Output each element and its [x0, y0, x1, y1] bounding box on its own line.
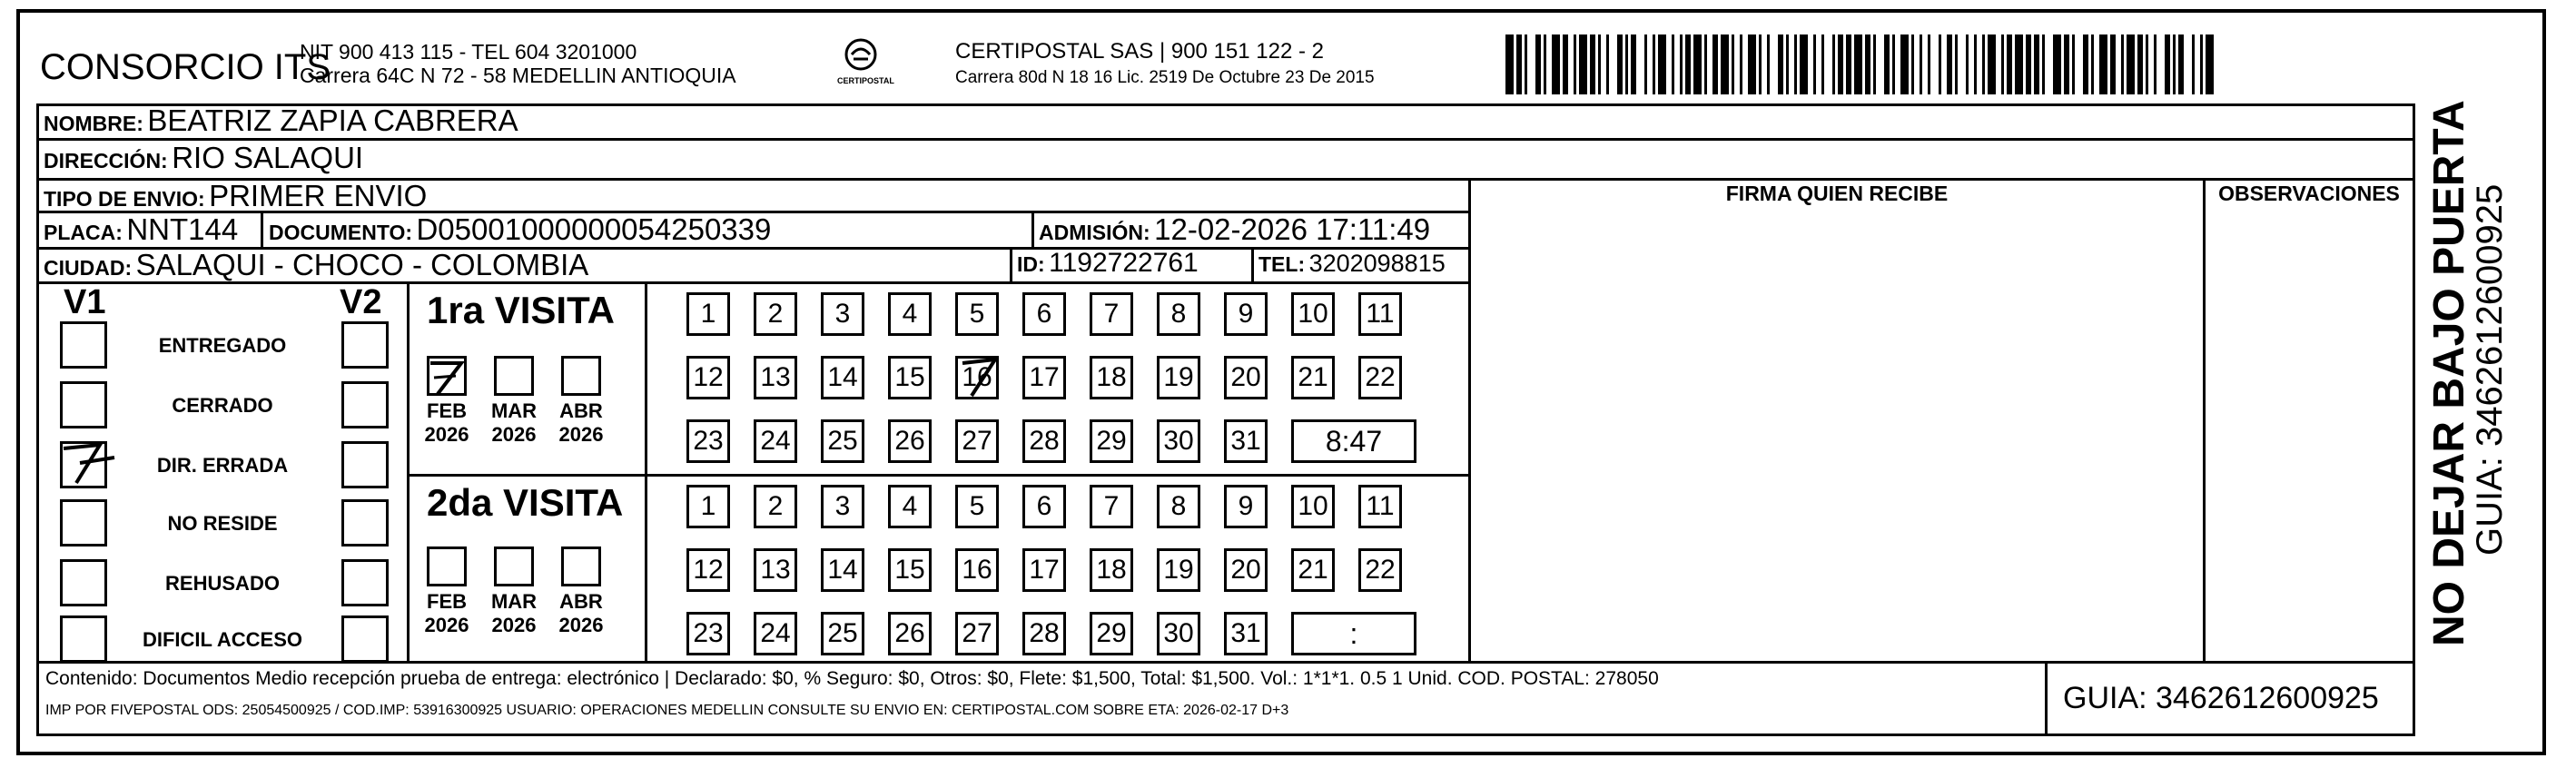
- first-visit-day-box[interactable]: 27: [955, 419, 999, 463]
- v2-checkbox-entregado[interactable]: [341, 321, 389, 369]
- v1-dir-errada-mark: [58, 436, 122, 490]
- admision-cell: [1039, 212, 1430, 247]
- v2-checkbox-rehusado[interactable]: [341, 559, 389, 606]
- v1-checkbox-entregado[interactable]: [60, 321, 107, 369]
- side-guia: GUIA: 3462612600925: [2470, 183, 2510, 556]
- status-label-cerrado: CERRADO: [172, 394, 273, 417]
- ciudad-label: CIUDAD:: [44, 256, 133, 280]
- address-line: Carrera 64C N 72 - 58 MEDELLIN ANTIOQUIA: [300, 64, 736, 87]
- second-visit-day-box[interactable]: 4: [888, 485, 932, 528]
- id-label: ID:: [1017, 252, 1045, 276]
- second-visit-mar-label: MAR: [490, 590, 538, 613]
- status-label-no-reside: NO RESIDE: [167, 512, 278, 535]
- second-visit-day-box[interactable]: 9: [1224, 485, 1268, 528]
- status-label-entregado: ENTREGADO: [158, 334, 287, 357]
- status-visit-separator: [407, 281, 410, 663]
- second-visit-day-box[interactable]: 24: [754, 612, 797, 655]
- status-label-dificil-acceso: DIFICIL ACCESO: [142, 628, 302, 651]
- first-visit-day-box[interactable]: 15: [888, 356, 932, 399]
- first-visit-day-box[interactable]: 22: [1358, 356, 1402, 399]
- status-label-dir-errada: DIR. ERRADA: [156, 454, 289, 477]
- tipo-label: TIPO DE ENVIO:: [44, 187, 205, 211]
- first-visit-day-box[interactable]: 16: [955, 356, 999, 399]
- first-visit-day-box[interactable]: 6: [1022, 292, 1066, 336]
- documento-cell: [269, 212, 771, 247]
- first-visit-day-box[interactable]: 25: [821, 419, 864, 463]
- first-visit-day-box[interactable]: 17: [1022, 356, 1066, 399]
- v2-checkbox-dificil-acceso[interactable]: [341, 615, 389, 663]
- first-visit-day-box[interactable]: 14: [821, 356, 864, 399]
- second-visit-title: 2da VISITA: [427, 481, 624, 524]
- v1-checkbox-rehusado[interactable]: [60, 559, 107, 606]
- footer-imp-line: IMP POR FIVEPOSTAL ODS: 25054500925 / COD.IMP: 53916300925 USUARIO: OPERACIONES MEDELLIN CONSULTE SU ENVIO EN: CERTIPOSTAL.COM SOBRE ETA: 2026-02-17 D+3: [45, 703, 1289, 718]
- second-visit-day-box[interactable]: 26: [888, 612, 932, 655]
- second-visit-day-box[interactable]: 20: [1224, 548, 1268, 592]
- first-visit-time-box[interactable]: 8:47: [1291, 419, 1416, 463]
- first-visit-day-box[interactable]: 9: [1224, 292, 1268, 336]
- second-visit-day-box[interactable]: 13: [754, 548, 797, 592]
- documento-value: D05001000000054250339: [416, 212, 772, 246]
- first-visit-mar-label: MAR: [490, 399, 538, 422]
- signature-area[interactable]: [1471, 212, 2203, 661]
- barcode: [1505, 34, 2225, 94]
- grid-left-line: [36, 103, 39, 663]
- first-visit-day-box[interactable]: 7: [1090, 292, 1133, 336]
- second-visit-day-box[interactable]: 8: [1157, 485, 1200, 528]
- placa-value: NNT144: [126, 212, 239, 246]
- second-visit-mar-year: 2026: [491, 614, 537, 636]
- observations-area[interactable]: [2206, 212, 2413, 661]
- ciudad-cell: [44, 248, 588, 282]
- first-visit-day-box[interactable]: 4: [888, 292, 932, 336]
- first-visit-mar-checkbox[interactable]: [494, 356, 534, 396]
- second-visit-day-box[interactable]: 10: [1291, 485, 1335, 528]
- second-visit-day-box[interactable]: 16: [955, 548, 999, 592]
- first-visit-day-box[interactable]: 8: [1157, 292, 1200, 336]
- first-visit-day-box[interactable]: 1: [686, 292, 730, 336]
- nombre-label: NOMBRE:: [44, 112, 143, 135]
- side-notice: NO DEJAR BAJO PUERTA: [2425, 100, 2473, 646]
- second-visit-day-box[interactable]: 25: [821, 612, 864, 655]
- id-cell: [1017, 248, 1199, 279]
- second-visit-abr-year: 2026: [558, 614, 604, 636]
- first-visit-day-box[interactable]: 18: [1090, 356, 1133, 399]
- first-visit-day-box[interactable]: 19: [1157, 356, 1200, 399]
- first-visit-day-box[interactable]: 10: [1291, 292, 1335, 336]
- tipo-value: PRIMER ENVIO: [209, 179, 428, 212]
- day-16-mark: [953, 350, 1008, 401]
- v2-checkbox-no-reside[interactable]: [341, 499, 389, 546]
- v1-header: V1: [64, 283, 106, 321]
- second-visit-day-box[interactable]: 6: [1022, 485, 1066, 528]
- second-visit-day-box[interactable]: 1: [686, 485, 730, 528]
- second-visit-day-box[interactable]: 17: [1022, 548, 1066, 592]
- second-visit-day-box[interactable]: 7: [1090, 485, 1133, 528]
- second-visit-feb-label: FEB: [427, 590, 467, 613]
- first-visit-feb-label: FEB: [427, 399, 467, 422]
- nit-line: NIT 900 413 115 - TEL 604 3201000: [300, 40, 637, 64]
- direccion-label: DIRECCIÓN:: [44, 149, 168, 172]
- v2-header: V2: [340, 283, 382, 321]
- second-visit-mar-checkbox[interactable]: [494, 546, 534, 586]
- second-visit-day-box[interactable]: 21: [1291, 548, 1335, 592]
- second-visit-day-box[interactable]: 28: [1022, 612, 1066, 655]
- v1-checkbox-no-reside[interactable]: [60, 499, 107, 546]
- first-visit-day-box[interactable]: 3: [821, 292, 864, 336]
- first-visit-abr-label: ABR: [559, 399, 603, 422]
- first-visit-feb-year: 2026: [424, 423, 469, 446]
- first-visit-day-box[interactable]: 24: [754, 419, 797, 463]
- tipo-row: [44, 179, 427, 213]
- first-visit-day-box[interactable]: 2: [754, 292, 797, 336]
- observaciones-header: OBSERVACIONES: [2218, 182, 2400, 205]
- first-visit-day-box[interactable]: 26: [888, 419, 932, 463]
- admision-separator: [1031, 211, 1034, 247]
- first-visit-day-box[interactable]: 29: [1090, 419, 1133, 463]
- second-visit-day-box[interactable]: 30: [1157, 612, 1200, 655]
- v1-checkbox-cerrado[interactable]: [60, 381, 107, 428]
- placa-cell: [44, 212, 238, 247]
- first-visit-abr-year: 2026: [558, 423, 604, 446]
- footer-guia-separator: [2045, 661, 2048, 735]
- second-visit-day-box[interactable]: 19: [1157, 548, 1200, 592]
- logo-text: CERTIPOSTAL: [837, 76, 894, 85]
- documento-label: DOCUMENTO:: [269, 221, 413, 244]
- admision-label: ADMISIÓN:: [1039, 221, 1150, 244]
- grid-line-footer: [36, 661, 2415, 664]
- v1-checkbox-dificil-acceso[interactable]: [60, 615, 107, 663]
- tel-label: TEL:: [1258, 252, 1306, 276]
- tel-cell: [1258, 250, 1446, 278]
- placa-label: PLACA:: [44, 221, 123, 244]
- tel-value: 3202098815: [1308, 250, 1446, 277]
- first-visit-day-box[interactable]: 20: [1224, 356, 1268, 399]
- id-value: 1192722761: [1049, 248, 1199, 278]
- second-visit-day-box[interactable]: 23: [686, 612, 730, 655]
- second-visit-abr-label: ABR: [559, 590, 603, 613]
- second-visit-day-box[interactable]: 2: [754, 485, 797, 528]
- footer-content-line: Contenido: Documentos Medio recepción prueba de entrega: electrónico | Declarado: $0, % Seguro: $0, Otros: $0, Flete: $1,500, Total: $1,500. Vol.: 1*1*1. 0.5 1 Unid. COD. POSTAL: 278050: [45, 668, 1659, 689]
- nombre-row: [44, 103, 518, 138]
- second-visit-time-box[interactable]: :: [1291, 612, 1416, 655]
- admision-value: 12-02-2026 17:11:49: [1154, 212, 1431, 246]
- second-visit-feb-checkbox[interactable]: [427, 546, 467, 586]
- license-line: Carrera 80d N 18 16 Lic. 2519 De Octubre 23 De 2015: [955, 68, 1375, 87]
- first-visit-day-box[interactable]: 28: [1022, 419, 1066, 463]
- tel-separator: [1251, 247, 1254, 281]
- footer-guia: GUIA: 3462612600925: [2063, 681, 2379, 715]
- grid-line-2: [36, 138, 2415, 141]
- second-visit-day-box[interactable]: 5: [955, 485, 999, 528]
- second-visit-feb-year: 2026: [424, 614, 469, 636]
- id-separator: [1010, 247, 1012, 281]
- first-visit-day-box[interactable]: 31: [1224, 419, 1268, 463]
- second-visit-day-box[interactable]: 15: [888, 548, 932, 592]
- second-visit-abr-checkbox[interactable]: [561, 546, 601, 586]
- courier-line: CERTIPOSTAL SAS | 900 151 122 - 2: [955, 39, 1324, 64]
- nombre-value: BEATRIZ ZAPIA CABRERA: [147, 103, 518, 137]
- second-visit-day-box[interactable]: 14: [821, 548, 864, 592]
- first-visit-day-box[interactable]: 11: [1358, 292, 1402, 336]
- first-visit-day-box[interactable]: 21: [1291, 356, 1335, 399]
- company-name: CONSORCIO ITS: [40, 47, 331, 87]
- v2-checkbox-dir-errada[interactable]: [341, 441, 389, 488]
- direccion-row: [44, 141, 363, 175]
- second-visit-day-box[interactable]: 29: [1090, 612, 1133, 655]
- first-visit-day-box[interactable]: 12: [686, 356, 730, 399]
- second-visit-day-box[interactable]: 18: [1090, 548, 1133, 592]
- second-visit-day-box[interactable]: 22: [1358, 548, 1402, 592]
- first-visit-day-box[interactable]: 5: [955, 292, 999, 336]
- first-visit-title: 1ra VISITA: [427, 289, 615, 331]
- visit-separator: [407, 474, 1471, 477]
- first-visit-day-box[interactable]: 30: [1157, 419, 1200, 463]
- ciudad-value: SALAQUI - CHOCO - COLOMBIA: [135, 248, 589, 281]
- first-visit-day-box[interactable]: 13: [754, 356, 797, 399]
- first-visit-day-box[interactable]: 23: [686, 419, 730, 463]
- second-visit-day-box[interactable]: 12: [686, 548, 730, 592]
- v2-checkbox-cerrado[interactable]: [341, 381, 389, 428]
- status-label-rehusado: REHUSADO: [165, 572, 280, 595]
- feb-first-visit-mark: [425, 356, 470, 398]
- month-day-separator: [645, 281, 647, 663]
- first-visit-abr-checkbox[interactable]: [561, 356, 601, 396]
- second-visit-day-box[interactable]: 3: [821, 485, 864, 528]
- second-visit-day-box[interactable]: 27: [955, 612, 999, 655]
- first-visit-mar-year: 2026: [491, 423, 537, 446]
- firma-header: FIRMA QUIEN RECIBE: [1725, 182, 1949, 205]
- grid-bottom-line: [36, 734, 2415, 736]
- grid-right-line: [2413, 103, 2415, 735]
- footer-left-line: [36, 661, 39, 735]
- second-visit-day-box[interactable]: 11: [1358, 485, 1402, 528]
- direccion-value: RIO SALAQUI: [172, 141, 364, 174]
- placa-separator: [261, 211, 263, 247]
- second-visit-day-box[interactable]: 31: [1224, 612, 1268, 655]
